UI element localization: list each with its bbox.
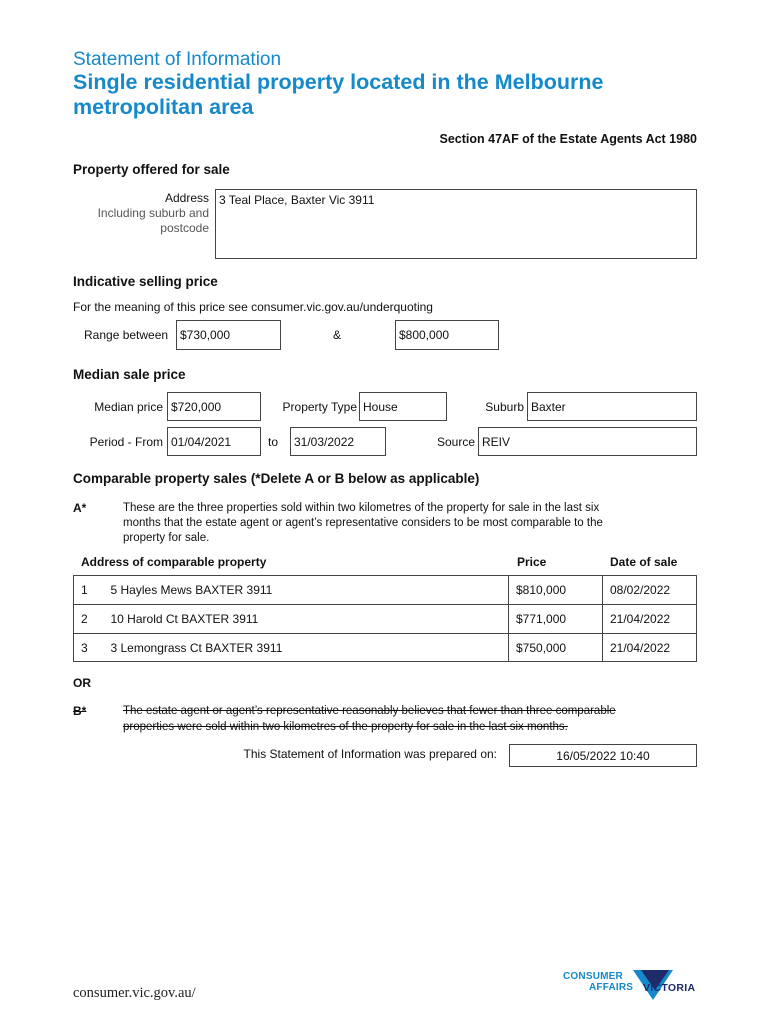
median-price-field[interactable]: $720,000: [167, 392, 261, 421]
logo-affairs-text: AFFAIRS: [589, 982, 634, 993]
period-from-field[interactable]: 01/04/2021: [167, 427, 261, 456]
address-label-sub1: Including suburb and: [97, 206, 209, 220]
median-heading: Median sale price: [73, 367, 186, 382]
row-price-text: $810,000: [516, 583, 567, 597]
row-price-text: $771,000: [516, 612, 567, 626]
col-header-address: Address of comparable property: [81, 555, 267, 569]
row-price[interactable]: [509, 605, 603, 634]
address-field[interactable]: 3 Teal Place, Baxter Vic 3911: [215, 189, 697, 259]
row-address-text: 3 Lemongrass Ct BAXTER 3911: [110, 640, 283, 655]
row-number: [74, 605, 104, 634]
row-address-text: 5 Hayles Mews BAXTER 3911: [110, 583, 273, 597]
option-a-text: [123, 501, 603, 546]
address-label: [98, 191, 209, 236]
row-date[interactable]: [603, 576, 697, 605]
row-number: [74, 576, 104, 605]
section-reference: Section 47AF of the Estate Agents Act 1980: [439, 132, 697, 146]
comparable-table: [73, 575, 697, 662]
range-ampersand: &: [333, 328, 342, 342]
row-date-text: 08/02/2022: [610, 583, 671, 597]
option-b-text: [123, 703, 616, 735]
source-field[interactable]: REIV: [478, 427, 697, 456]
option-b-marker: B*: [73, 704, 87, 718]
row-date-text: 21/04/2022: [610, 640, 671, 655]
table-row: [74, 605, 697, 634]
range-high-field[interactable]: $800,000: [395, 320, 499, 350]
property-type-field[interactable]: House: [359, 392, 447, 421]
prepared-label: This Statement of Information was prepared on:: [243, 747, 497, 761]
footer-url[interactable]: consumer.vic.gov.au/: [73, 985, 196, 1001]
title-line-2: metropolitan area: [73, 95, 254, 119]
table-row: [74, 576, 697, 605]
row-date-text: 21/04/2022: [610, 612, 671, 626]
period-to-field[interactable]: 31/03/2022: [290, 427, 386, 456]
title-line-1: Single residential property located in the Melbourne: [73, 70, 604, 94]
option-a-line-3: property for sale.: [123, 532, 210, 544]
option-a-line-2: months that the estate agent or agent’s representative considers to be most comparable to the: [123, 517, 603, 529]
row-number-text: 2: [81, 612, 88, 626]
row-price-text: $750,000: [516, 640, 567, 655]
row-address[interactable]: [104, 576, 509, 605]
range-low-field[interactable]: $730,000: [176, 320, 281, 350]
row-date[interactable]: [603, 605, 697, 634]
row-number-text: 3: [81, 640, 88, 655]
or-label: OR: [73, 676, 91, 690]
logo-victoria-text: VICTORIA: [643, 982, 696, 994]
row-number: [74, 634, 104, 662]
property-type-label: Property Type: [282, 400, 357, 414]
suburb-label: Suburb: [485, 400, 524, 414]
source-label: Source: [436, 435, 475, 449]
option-a-line-1: These are the three properties sold within two kilometres of the property for sale in the last six: [123, 502, 600, 514]
option-b-line-1: The estate agent or agent’s representative reasonably believes that fewer than three comparable: [123, 705, 616, 717]
row-date[interactable]: [603, 634, 697, 662]
indicative-note: For the meaning of this price see consumer.vic.gov.au/underquoting: [73, 300, 433, 314]
option-b-line-2: properties were sold within two kilometres of the property for sale in the last six months.: [123, 721, 568, 733]
row-address-text: 10 Harold Ct BAXTER 3911: [110, 612, 259, 626]
document-kicker: Statement of Information: [73, 49, 282, 70]
period-from-label: Period - From: [89, 435, 163, 449]
indicative-heading: Indicative selling price: [73, 274, 218, 289]
option-a-marker: A*: [73, 501, 87, 515]
col-header-price: Price: [517, 555, 547, 569]
prepared-date-field[interactable]: 16/05/2022 10:40: [509, 744, 697, 767]
range-label: Range between: [84, 328, 169, 342]
col-header-date: Date of sale: [610, 555, 678, 569]
address-label-sub2: postcode: [160, 221, 209, 235]
row-price[interactable]: [509, 576, 603, 605]
table-row: [74, 634, 697, 662]
row-price[interactable]: [509, 634, 603, 662]
consumer-affairs-logo: [563, 970, 703, 1010]
period-to-label: to: [268, 435, 279, 449]
document-title: [73, 70, 603, 120]
row-address[interactable]: [104, 634, 509, 662]
logo-consumer-text: CONSUMER: [563, 971, 623, 982]
suburb-field[interactable]: Baxter: [527, 392, 697, 421]
address-label-main: Address: [164, 191, 209, 205]
row-number-text: 1: [81, 583, 88, 597]
comparable-heading: Comparable property sales (*Delete A or B below as applicable): [73, 471, 480, 486]
row-address[interactable]: [104, 605, 509, 634]
median-price-label: Median price: [94, 400, 163, 414]
property-heading: Property offered for sale: [73, 162, 230, 177]
